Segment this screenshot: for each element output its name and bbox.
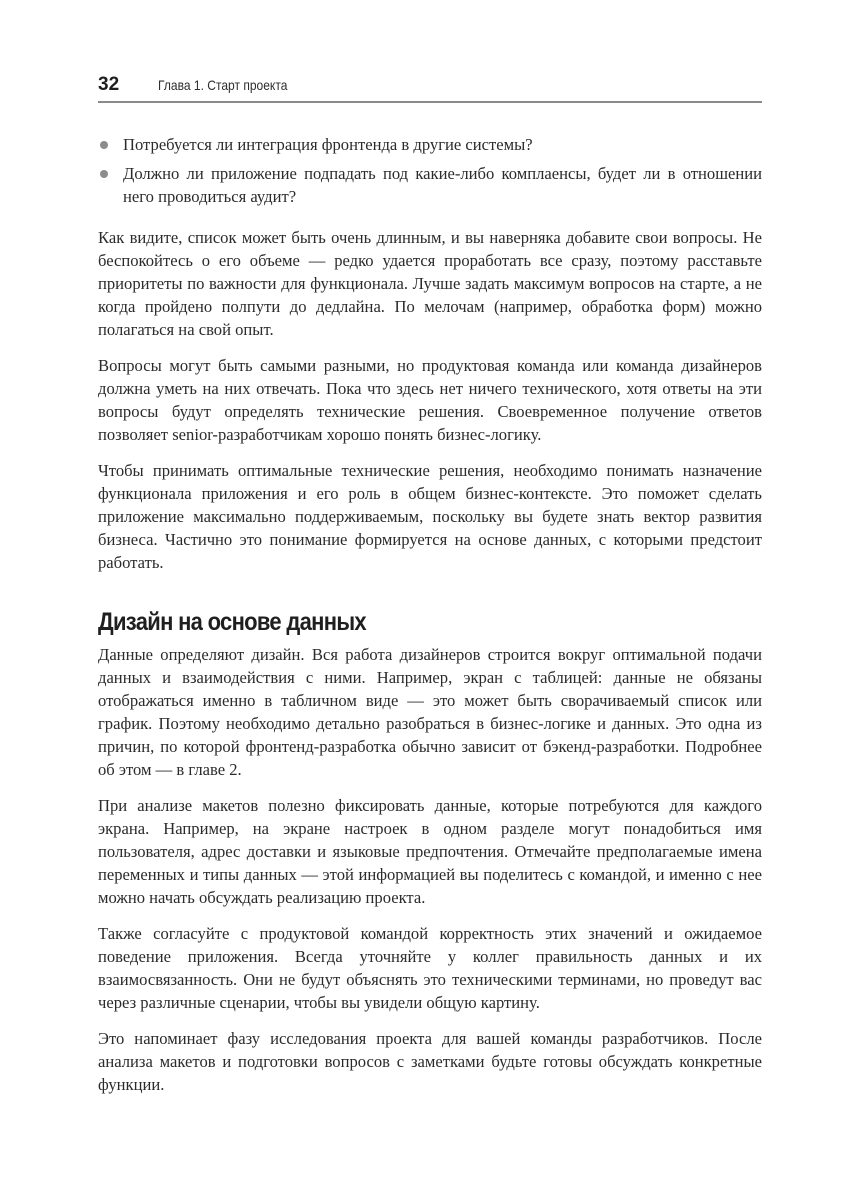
page-number: 32	[98, 74, 120, 95]
list-item-text: Потребуется ли интеграция фронтенда в другие системы?	[123, 135, 533, 154]
list-item-text: Должно ли приложение подпадать под какие-либо комплаенсы, будет ли в отношении него проводиться аудит?	[123, 164, 762, 206]
chapter-title: Глава 1. Старт проекта	[158, 77, 288, 93]
paragraph: Это напоминает фазу исследования проекта для вашей команды разработчиков. После анализа макетов и подготовки вопросов с заметками будьте готовы обсуждать конкретные функции.	[98, 1029, 762, 1094]
bullet-icon	[100, 170, 108, 178]
paragraph: Вопросы могут быть самыми разными, но продуктовая команда или команда дизайнеров должна уметь на них отвечать. Пока что здесь нет ничего технического, хотя ответы на эти вопросы будут определять технические решения. Своевременное получение ответов позволяет senior-разработчикам хорошо понять бизнес-логику.	[98, 356, 762, 444]
list-item	[98, 162, 762, 208]
paragraph: Также согласуйте с продуктовой командой корректность этих значений и ожидаемое поведение приложения. Всегда уточняйте у коллег правильность данных и их взаимосвязанность. Они не будут объяснять это техническими терминами, но проведут вас через различные сценарии, чтобы вы увидели общую картину.	[98, 924, 762, 1012]
paragraph: Как видите, список может быть очень длинным, и вы наверняка добавите свои вопросы. Не беспокойтесь о его объеме — редко удается проработать все сразу, поэтому расставьте приоритеты по важности для функционала. Лучше задать максимум вопросов на старте, а не когда пройдено полпути до дедлайна. По мелочам (например, обработка форм) можно полагаться на свой опыт.	[98, 228, 762, 339]
paragraph: Чтобы принимать оптимальные технические решения, необходимо понимать назначение функционала приложения и его роль в общем бизнес-контексте. Это поможет сделать приложение максимально поддерживаемым, поскольку вы будете знать вектор развития бизнеса. Частично это понимание формируется на основе данных, с которыми предстоит работать.	[98, 461, 762, 572]
bullet-icon	[100, 141, 108, 149]
question-list	[98, 133, 762, 208]
paragraph: Данные определяют дизайн. Вся работа дизайнеров строится вокруг оптимальной подачи данных и взаимодействия с ними. Например, экран с таблицей: данные не обязаны отображаться именно в табличном виде — это может быть сворачиваемый список или график. Поэтому необходимо детально разобраться в бизнес-логике и данных. Это одна из причин, по которой фронтенд-разработка обычно зависит от бэкенд-разработки. Подробнее об этом — в главе 2.	[98, 645, 762, 779]
list-item	[98, 133, 762, 156]
paragraph: При анализе макетов полезно фиксировать данные, которые потребуются для каждого экрана. Например, на экране настроек в одном разделе могут понадобиться имя пользователя, адрес доставки и языковые предпочтения. Отмечайте предполагаемые имена переменных и типы данных — этой информацией вы поделитесь с командой, и именно с нее можно начать обсуждать реализацию проекта.	[98, 796, 762, 907]
running-header	[98, 74, 762, 103]
book-page	[98, 74, 762, 1096]
section-heading: Дизайн на основе данных	[98, 608, 366, 636]
